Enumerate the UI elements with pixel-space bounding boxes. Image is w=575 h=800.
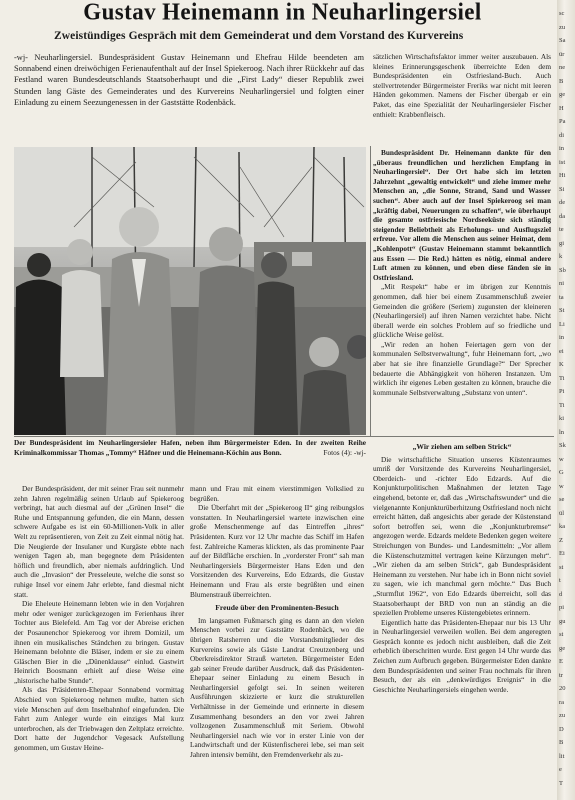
edge-text-fragment: in <box>559 145 565 152</box>
respekt-paragraph: „Mit Respekt“ habe er im übrigen zur Kenntnis genommen, daß hier bei einem Zusammenschluß zweier Gemeinden die größere (Seriem) zugunsten der kleineren (Neuharlingersiel) auf ihren Namen verzichtet habe. Nicht überall werde ein solches Problem auf so friedliche und glückliche Weise gelöst. <box>373 282 551 340</box>
right-subheading: „Wir ziehen am selben Strick“ <box>412 442 512 451</box>
edge-text-fragment: pi <box>559 604 565 611</box>
right-top-paragraph: sätzlichen Wirtschaftsfaktor immer weiter auszubauen. Als kleines Erinnerungsgeschenk überreichte Eden dem Bundespräsidenten ein Ostfriesland-Buch. Auch stellvertretender Bürgermeister Freriks war nicht mit leeren Händen gekommen. Namens der Fischer übergab er ein Paket, das eine Spezialität der Neuharlingersieler Fischer enthielt: Krabbenfleisch. <box>373 52 551 119</box>
edge-text-fragment: d <box>559 590 563 598</box>
harbor-photo-illustration <box>14 147 366 435</box>
right-bottom-paragraph: Die wirtschaftliche Situation unseres Küstenraumes umriß der Vorsitzende des Kurvereins Neuharlingersiel, Oberdeich- und -richter Edo Edzards. Auf die Konjunkturpolitischen Maßnahmen der letzten Tage eingehend, betonte er, daß das „Wirtschaftswunder“ und die vielgenannte Konjunkturüberhitzung Ostfriesland noch nicht erreicht hätten, daß angesichts aber gerade der Küstenstand sofort betroffen sei, wenn die „Konjunkturbremse“ angezogen werde. Edzards meldete Bedenken gegen weitere Streichungen von Bundes- und Landesmitteln: „Vor allem die Küstenschutzmittel vertragen keine Kürzungen mehr“. „Wir ziehen da am selben Strick“, gab Bundespräsident Heinemann zu verstehen. Nur habe ich in Bonn nicht soviel zu sagen, wie ich manchmal gern möchte.“ Das Buch „Sturmflut 1962“, von Edo Edzards überreicht, soll das Staatsoberhaupt der BRD von nun an ständig an die speziellen Probleme unseres Küstengebietes erinnern. <box>373 454 551 618</box>
edge-text-fragment: B <box>559 739 564 746</box>
edge-text-fragment: Ei <box>559 550 565 557</box>
body-paragraph: Im langsamen Fußmarsch ging es dann an den vielen Menschen vorbei zur Gaststätte Rodenbäck, wo die übrigen Ratsherren und die Vorstandsmitglieder des Kurvereins sowie als Gäste Landrat Creutzenberg und Oberkreisdirektor Strauß warteten. Bürgermeister Eden gab seiner Freude darüber Ausdruck, daß das Präsidenten-Ehepaar seiner Einladung zu einem Besuch in Neuharlingersiel gefolgt sei. In seinen weiteren Ausführungen skizzierte er kurz die strukturellen Verhältnisse in der Gemeinde und erinnerte in diesem Zusammenhang besonders an den vor zwei Jahren vollzogenen Zusammenschluß mit Seriem. Obwohl Neuharlingersiel nach wie vor in erster Linie von der Landwirtschaft und der Küstenfischerei lebe, sei man seit Jahren intensiv bemüht, den Fremdenverkehr als zu- <box>190 615 364 760</box>
edge-text-fragment: w <box>559 455 564 463</box>
edge-text-fragment: gu <box>559 617 566 625</box>
column-subheading: Freude über den Prominenten-Besuch <box>215 603 339 613</box>
body-paragraph: Der Bundespräsident, der mit seiner Frau seit nunmehr zehn Jahren regelmäßig seinen Urlaub auf Spiekeroog verbringt, hat auch diesmal auf der „Grünen Insel“ die Ruhe und Entspannung gefunden, die ein Mann, dessen schwere Aufgabe es ist ein 60-Millionen-Volk in aller Welt zu repräsentieren, von Zeit zu Zeit einmal nötig hat. Die Neugierde der Insulaner und Kurgäste ebbte nach wenigen Tagen ab, man begegnete dem Präsidenten höflich und freundlich, aber niemals aufdringlich. Und auch die „Invasion“ der Presseleute, welche die sonst so ruhige Insel vor einem Jahr erlebte, fand diesmal nicht statt. <box>14 484 184 599</box>
horizontal-rule <box>14 436 554 437</box>
edge-text-fragment: t <box>559 577 561 584</box>
edge-text-fragment: T <box>559 779 563 787</box>
right-column-bottom <box>373 438 551 694</box>
edge-text-fragment: 20 <box>559 685 566 692</box>
edge-text-fragment: ra <box>559 698 565 706</box>
edge-text-fragment: st <box>559 631 564 638</box>
edge-text-fragment: Ti <box>559 401 565 409</box>
edge-text-fragment: Si <box>559 185 565 193</box>
edge-text-fragment: Sa <box>559 37 566 44</box>
adjacent-page-edge <box>557 0 575 800</box>
edge-text-fragment: te <box>559 226 564 233</box>
news-photo <box>14 147 366 435</box>
edge-text-fragment: ei <box>559 347 564 355</box>
edge-text-fragment: D <box>559 725 564 733</box>
edge-text-fragment: zu <box>559 23 566 31</box>
edge-text-fragment: Hi <box>559 172 566 179</box>
edge-text-fragment: E <box>559 658 563 665</box>
edge-text-fragment: ür <box>559 50 565 58</box>
edge-text-fragment: ül <box>559 509 565 517</box>
edge-text-fragment: st <box>559 563 564 571</box>
subheadline: Zweistündiges Gespräch mit dem Gemeinderat und dem Vorstand des Kurvereins <box>54 30 464 42</box>
speech-paragraph-bold: Bundespräsident Dr. Heinemann dankte für den „überaus freundlichen und herzlichen Empfang in Neuharlingersiel“. Der Ort habe sich im letzten Jahrzehnt „gewaltig entwickelt“ und ziehe immer mehr Menschen an, „die Sonne, Strand, Sand und Wasser suchen“. Aber auch auf der Insel Spiekeroog sei man „kräftig dabei, Neuerungen zu schaffen“, wie überhaupt die gesamte ostfriesische Nordseeküste sich ständig steigender Beliebtheit als Erholungs- und Ausflugsziel erfreue. Vor allem die Menschen aus seiner Heimat, dem „Kohlenpott“ (Gustav Heinemann stammt bekanntlich aus Essen — Die Red.) hätten es nötig, einmal andere Luft atmen zu können, und eben diese fänden sie in Ostfriesland. <box>373 148 551 282</box>
edge-text-fragment: zu <box>559 712 566 719</box>
photo-credit: Fotos (4): -wj- <box>323 447 366 457</box>
edge-text-fragment: ln <box>559 428 565 436</box>
edge-text-fragment: se <box>559 496 565 503</box>
edge-text-fragment: Pa <box>559 118 566 125</box>
edge-text-fragment: da <box>559 212 566 220</box>
edge-text-fragment: ta <box>559 293 564 301</box>
body-paragraph: mann und Frau mit einem vierstimmigen Volkslied zu begrüßen. <box>190 484 364 503</box>
edge-text-fragment: Sk <box>559 442 566 449</box>
edge-text-fragment: G <box>559 469 564 476</box>
edge-text-fragment: ni <box>559 280 565 287</box>
photo-caption <box>14 438 366 457</box>
body-column-2 <box>190 484 364 760</box>
right-bottom-paragraph: Eigentlich hatte das Präsidenten-Ehepaar nur bis 13 Uhr in Neuharlingersiel verweilen wollen. Bei dem angeregten Gespräch konnte es jedoch nicht ausbleiben, daß die Zeit erheblich überschritten wurde. Erst gegen 14 Uhr wurde das Zeichen zum Aufbruch gegeben. Bürgermeister Eden dankte dem Bundespräsidenten und seiner Frau nochmals für ihren Besuch, der als ein „denkwürdiges Ereignis“ in die Geschichte Neuharlingersiels eingehen werde. <box>373 617 551 694</box>
edge-text-fragment: B <box>559 77 564 85</box>
body-paragraph: Als das Präsidenten-Ehepaar Sonnabend vormittag Abschied von Spiekeroog nehmen mußte, hatten sich viele Menschen auf dem Inselbahnhof eingefunden. Die Fahrt zum Anleger wurde ein einziges Mal kurz unterbrochen, als der Triebwagen den Zeltplatz erreichte. Dort hatte der Jugendchor Vegesack Aufstellung genommen, um Gustav Heine- <box>14 685 184 753</box>
edge-text-fragment: Li <box>559 320 565 328</box>
body-paragraph: Die Überfahrt mit der „Spiekeroog II“ ging reibungslos vonstatten. In Neuharlingersiel wartete inzwischen eine große Menschenmenge auf das Eintreffen „ihres“ Präsidenten. Kurz vor 12 Uhr machte das Schiff im Hafen fest. Zahlreiche Kameras klickten, als das prominente Paar auf der Bildfläche erschien. In „vorderster Front“ sah man Neuharlingersiels Bürgermeister Hans Eden und den Vorsitzenden des Kurvereins, Edo Edzards, die Gustav Heinemann und Frau als erste begrüßten und einen Blumenstrauß überreichten. <box>190 503 364 599</box>
edge-text-fragment: ki <box>559 415 565 422</box>
edge-text-fragment: H <box>559 104 564 112</box>
column-rule <box>370 146 371 436</box>
edge-text-fragment: ge <box>559 91 566 98</box>
edge-text-fragment: ka <box>559 523 566 530</box>
photo-caption-text: Der Bundespräsident im Neuharlingersieler Hafen, neben ihm Bürgermeister Eden. In der zweiten Reihe Kriminalkommissar Thomas „Tommy“ Häfner und die Heinemann-Köchin aus Bonn. <box>14 438 366 457</box>
edge-text-fragment: sc <box>559 10 565 17</box>
edge-text-fragment: w <box>559 482 564 490</box>
edge-text-fragment: di <box>559 131 565 139</box>
right-column-top <box>373 52 551 119</box>
edge-text-fragment: ge <box>559 644 566 652</box>
edge-text-fragment: k <box>559 253 563 260</box>
edge-text-fragment: in <box>559 334 565 341</box>
edge-text-fragment: tr <box>559 671 563 679</box>
feiertage-paragraph: „Wir reden an hohen Feiertagen gern von der kommunalen Selbstverwaltung“, fuhr Heinemann fort, „wo aber hat sie ihre finanzielle Grundlage?“ Der Sprecher bedauerte die Abhängigkeit von höheren Instanzen. Um wirklich ihr eigenes Leben gestalten zu können, brauche die kommunale Selbstverwaltung „Substanz von unten“. <box>373 339 551 397</box>
edge-text-fragment: gi <box>559 239 565 247</box>
edge-text-fragment: St <box>559 307 565 314</box>
edge-text-fragment: Sb <box>559 266 566 274</box>
edge-text-fragment: Pi <box>559 388 565 395</box>
right-column-speech <box>373 148 551 397</box>
headline: Gustav Heinemann in Neuharlingersiel <box>83 0 482 25</box>
edge-text-fragment: K <box>559 361 564 368</box>
edge-text-fragment: lit <box>559 752 565 760</box>
edge-text-fragment: ist <box>559 158 566 166</box>
edge-text-fragment: Z <box>559 536 563 544</box>
edge-text-fragment: e <box>559 766 562 773</box>
body-paragraph: Die Eheleute Heinemann lebten wie in den Vorjahren mehr oder weniger zurückgezogen im Ferienhaus ihrer Tochter aus Bielefeld. Am Tag vor der Abreise erichen der Posaunenchor Spiekeroog vor ihrem Domizil, um ihnen ein musikalisches Ständchen zu bringen. Gustav Heinemann belohnte die Bläser, indem er sie zu einem Gläschen Bier in die „Dünenklause“ einlud. Gastwirt Heinrich Boosmann erhielt auf diese Weise eine „historische halbe Stunde“. <box>14 599 184 685</box>
body-column-1 <box>14 484 184 753</box>
edge-text-fragment: de <box>559 199 566 206</box>
edge-text-fragment: ne <box>559 64 566 71</box>
lead-paragraph: -wj- Neuharlingersiel. Bundespräsident Gustav Heinemann und Ehefrau Hilde beendeten am Sonnabend einen dreiwöchigen Ferienaufenthalt auf der Insel Spiekeroog. Nach ihrer Rückkehr auf das Festland waren Bundesdeutschlands Staatsoberhaupt und die „First Lady“ dieser Republik zwei Stunden lang Gäste des Gemeinderates und des Kurvereins Neuharlingersiel und folgten einer Einladung zu einem Seezungenessen in der Gaststätte Rodenbäck. <box>14 53 364 107</box>
edge-text-fragment: Ti <box>559 374 565 382</box>
